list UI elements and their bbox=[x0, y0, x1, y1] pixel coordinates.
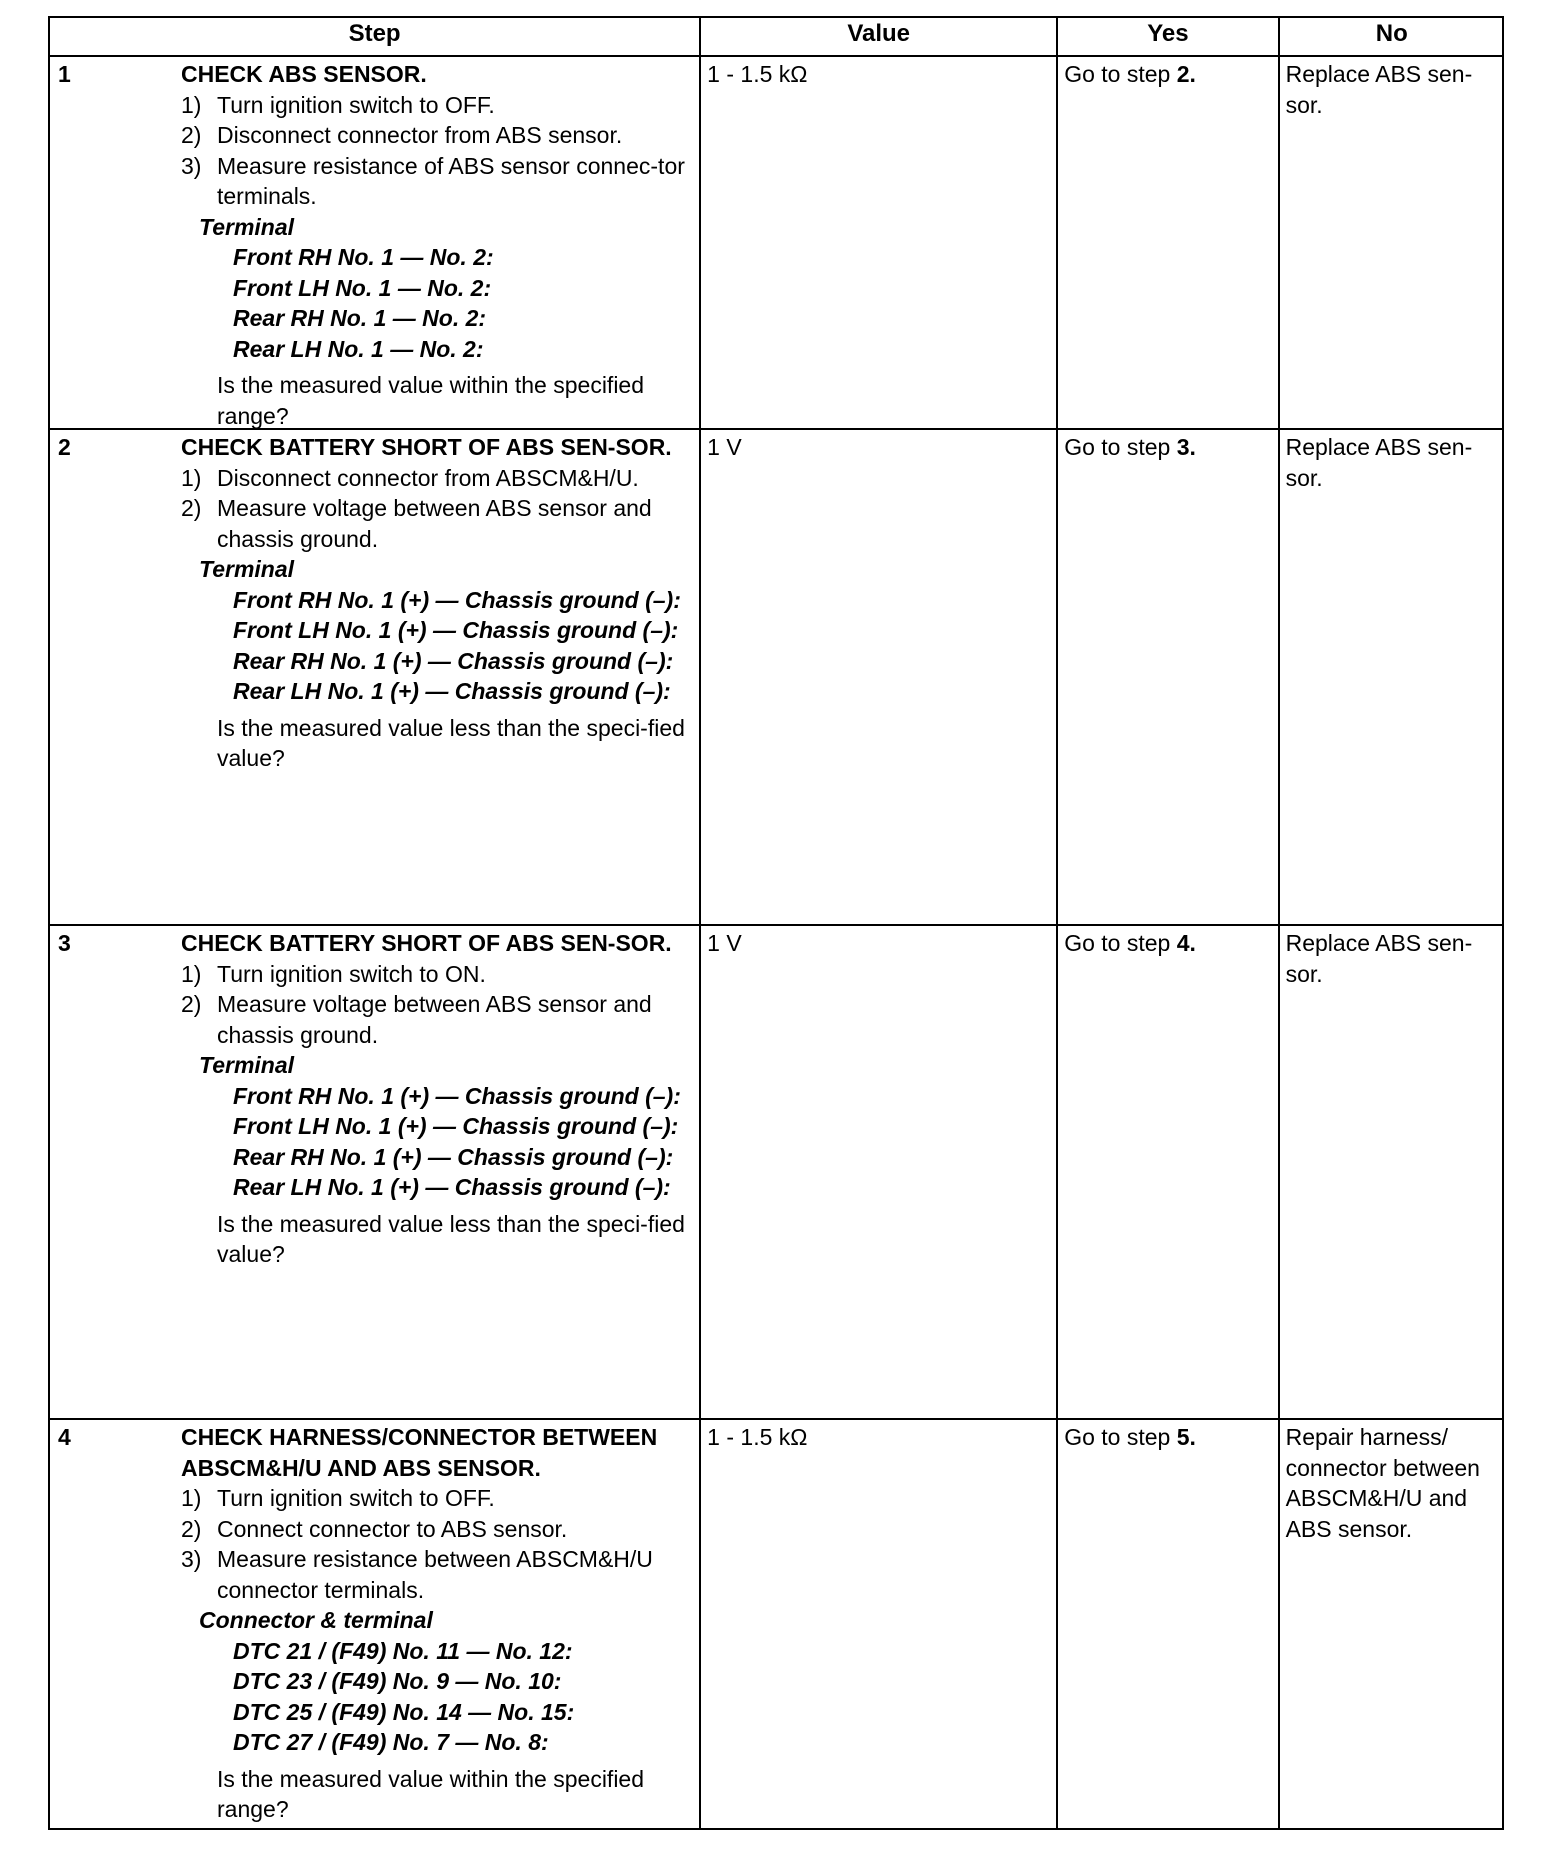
step-number: 2 bbox=[58, 434, 71, 460]
step-cell bbox=[50, 57, 699, 428]
procedure-step: 2) Disconnect connector from ABS sensor. bbox=[181, 122, 623, 148]
yes-cell: Go to step 2. bbox=[1056, 57, 1277, 428]
value-cell: 1 V bbox=[699, 926, 1056, 1418]
terminal-spec: Rear LH No. 1 — No. 2: bbox=[233, 335, 484, 362]
procedure-step: 1) Turn ignition switch to ON. bbox=[181, 960, 486, 987]
terminal-spec: Front LH No. 1 — No. 2: bbox=[233, 274, 492, 301]
terminal-label: Terminal bbox=[199, 213, 295, 240]
terminal-spec: Front RH No. 1 — No. 2: bbox=[233, 244, 494, 270]
step-title: CHECK BATTERY SHORT OF ABS SEN-SOR. bbox=[181, 930, 672, 956]
terminal-spec: Rear LH No. 1 (+) — Chassis ground (–): bbox=[233, 1174, 671, 1200]
terminal-spec: Front LH No. 1 (+) — Chassis ground (–): bbox=[233, 617, 679, 643]
yes-step-number: 5. bbox=[1176, 1424, 1196, 1450]
no-cell: Replace ABS sen-sor. bbox=[1278, 430, 1502, 924]
value-cell: 1 - 1.5 kΩ bbox=[699, 57, 1056, 428]
terminal-spec: DTC 25 / (F49) No. 14 — No. 15: bbox=[233, 1698, 575, 1725]
step-cell bbox=[50, 1420, 699, 1828]
terminal-spec: DTC 23 / (F49) No. 9 — No. 10: bbox=[233, 1668, 562, 1694]
header-yes: Yes bbox=[1056, 18, 1277, 55]
check-question: Is the measured value within the specified range? bbox=[217, 1765, 645, 1822]
no-cell: Replace ABS sen-sor. bbox=[1278, 57, 1502, 428]
terminal-spec: DTC 21 / (F49) No. 11 — No. 12: bbox=[233, 1637, 573, 1664]
step-title: CHECK HARNESS/CONNECTOR BETWEEN ABSCM&H/U AND ABS SENSOR. bbox=[181, 1424, 658, 1481]
step-number: 3 bbox=[58, 930, 71, 956]
yes-step-number: 3. bbox=[1176, 434, 1196, 460]
terminal-spec: Front LH No. 1 (+) — Chassis ground (–): bbox=[233, 1113, 679, 1139]
terminal-spec: Rear LH No. 1 (+) — Chassis ground (–): bbox=[233, 678, 671, 704]
terminal-spec: Rear RH No. 1 (+) — Chassis ground (–): bbox=[233, 1143, 674, 1170]
table-row bbox=[50, 428, 1502, 924]
procedure-step: 2) Connect connector to ABS sensor. bbox=[181, 1515, 568, 1542]
yes-cell: Go to step 3. bbox=[1056, 430, 1277, 924]
terminal-label: Connector & terminal bbox=[199, 1607, 433, 1633]
yes-cell: Go to step 5. bbox=[1056, 1420, 1277, 1828]
value-cell: 1 - 1.5 kΩ bbox=[699, 1420, 1056, 1828]
table-row bbox=[50, 1418, 1502, 1828]
yes-cell: Go to step 4. bbox=[1056, 926, 1277, 1418]
terminal-spec: Front RH No. 1 (+) — Chassis ground (–): bbox=[233, 586, 681, 613]
terminal-label: Terminal bbox=[199, 1052, 295, 1078]
procedure-step: 3) Measure resistance of ABS sensor connec-tor terminals. bbox=[181, 152, 685, 209]
procedure-step: 3) Measure resistance between ABSCM&H/U connector terminals. bbox=[181, 1546, 653, 1603]
header-step: Step bbox=[348, 20, 401, 47]
procedure-step: 1) Disconnect connector from ABSCM&H/U. bbox=[181, 464, 639, 491]
procedure-step: 1) Turn ignition switch to OFF. bbox=[181, 1485, 495, 1511]
table-row bbox=[50, 924, 1502, 1418]
step-number: 4 bbox=[58, 1424, 71, 1450]
table-header-row bbox=[50, 18, 1502, 55]
no-cell: Repair harness/ connector between ABSCM&H/U and ABS sensor. bbox=[1278, 1420, 1502, 1828]
yes-step-number: 4. bbox=[1176, 930, 1196, 956]
yes-step-number: 2. bbox=[1176, 61, 1196, 87]
terminal-spec: DTC 27 / (F49) No. 7 — No. 8: bbox=[233, 1729, 549, 1755]
terminal-spec: Front RH No. 1 (+) — Chassis ground (–): bbox=[233, 1082, 681, 1109]
step-cell bbox=[50, 926, 699, 1418]
value-cell: 1 V bbox=[699, 430, 1056, 924]
diagnostic-table bbox=[48, 16, 1504, 1830]
step-number: 1 bbox=[58, 61, 71, 87]
terminal-spec: Rear RH No. 1 — No. 2: bbox=[233, 305, 487, 331]
header-value: Value bbox=[699, 18, 1056, 55]
terminal-label: Terminal bbox=[199, 556, 295, 582]
procedure-step: 2) Measure voltage between ABS sensor and chassis ground. bbox=[181, 991, 652, 1048]
step-title: CHECK ABS SENSOR. bbox=[181, 61, 427, 87]
procedure-step: 2) Measure voltage between ABS sensor and chassis ground. bbox=[181, 495, 652, 552]
terminal-spec: Rear RH No. 1 (+) — Chassis ground (–): bbox=[233, 647, 674, 674]
header-no: No bbox=[1278, 18, 1502, 55]
procedure-step: 1) Turn ignition switch to OFF. bbox=[181, 91, 495, 118]
step-cell bbox=[50, 430, 699, 924]
table-row bbox=[50, 55, 1502, 428]
no-cell: Replace ABS sen-sor. bbox=[1278, 926, 1502, 1418]
check-question: Is the measured value less than the speci-fied value? bbox=[217, 714, 685, 771]
check-question: Is the measured value within the specified range? bbox=[217, 372, 645, 429]
check-question: Is the measured value less than the speci-fied value? bbox=[217, 1210, 685, 1267]
step-title: CHECK BATTERY SHORT OF ABS SEN-SOR. bbox=[181, 434, 672, 460]
